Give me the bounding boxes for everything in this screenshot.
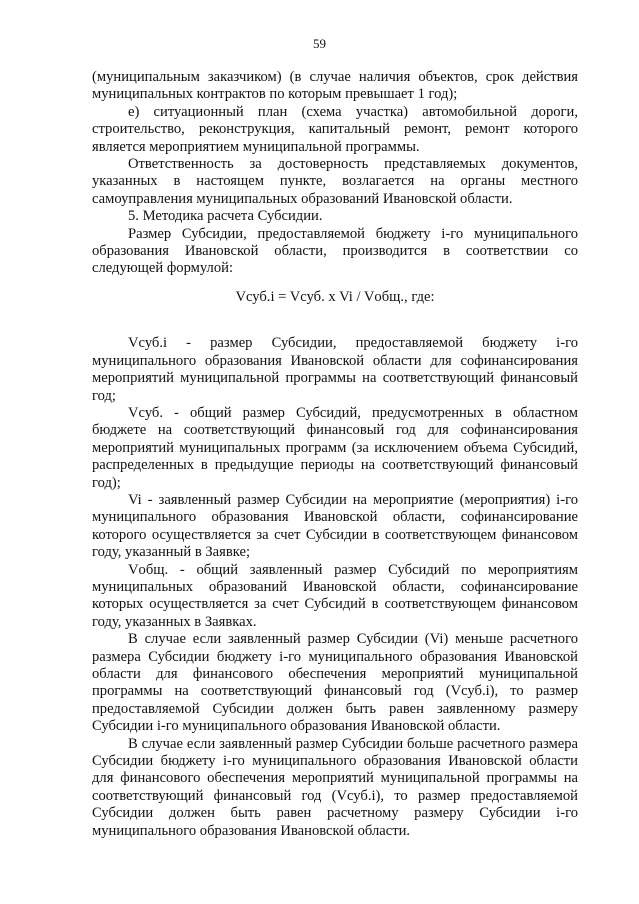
document-body <box>92 69 578 840</box>
paragraph-case-less: В случае если заявленный размер Субсидии (Vi) меньше расчетного размера Субсидии бюджету i-го муниципального образования Ивановской области для финансового обеспечения мероприятий муниципальной программы на соответствующий финансовый год (Vсуб.i), то размер предоставляемой Субсидии должен быть равен заявленному размеру Субсидии i-го муниципального образования Ивановской области. <box>92 631 578 735</box>
paragraph-responsibility: Ответственность за достоверность представляемых документов, указанных в настоящем пункте, возлагается на органы местного самоуправления муниципальных образований Ивановской области. <box>92 156 578 207</box>
definition-vsub-i: Vсуб.i - размер Субсидии, предоставляемой бюджету i-го муниципального образования Ивановской области для софинансирования мероприятий муниципальной программы на соответствующий финансовый год; <box>92 335 578 404</box>
paragraph-continuation: (муниципальным заказчиком) (в случае наличия объектов, срок действия муниципальных контрактов по которым превышает 1 год); <box>92 69 578 103</box>
section-heading-methodology: 5. Методика расчета Субсидии. <box>128 208 323 225</box>
definition-vi: Vi - заявленный размер Субсидии на мероприятие (мероприятия) i-го муниципального образования Ивановской области, софинансирование которого осуществляется за счет Субсидии в соответствующем финансовом году, указанный в Заявке; <box>92 491 578 561</box>
page-number: 59 <box>313 36 326 51</box>
definition-vsub: Vсуб. - общий размер Субсидий, предусмотренных в областном бюджете на соответствующий финансовый год для софинансирования мероприятий муниципальных программ (за исключением объема Субсидий, распределенных в предыдущие периоды на соответствующий финансовый год); <box>92 404 578 491</box>
definition-vobsch: Vобщ. - общий заявленный размер Субсидий по мероприятиям муниципальных образований Ивановской области, софинансирование которых осуществляется за счет Субсидий в соответствующем финансовом году, указанных в Заявках. <box>92 561 578 630</box>
subsidy-formula: Vсуб.i = Vсуб. x Vi / Vобщ., где: <box>235 288 435 305</box>
paragraph-case-greater: В случае если заявленный размер Субсидии больше расчетного размера Субсидии бюджету i-го муниципального образования Ивановской области для финансового обеспечения мероприятий муниципальной программы на соответствующий финансовый год (Vсуб.i), то размер предоставляемой Субсидии должен быть равен расчетному размеру Субсидии i-го муниципального образования Ивановской области. <box>92 735 578 839</box>
paragraph-item-e: е) ситуационный план (схема участка) автомобильной дороги, строительство, реконструкция, капитальный ремонт, ремонт которого является мероприятием муниципальной программы. <box>92 103 578 155</box>
paragraph-formula-intro: Размер Субсидии, предоставляемой бюджету i-го муниципального образования Ивановской области, производится в соответствии со следующей формулой: <box>92 225 578 277</box>
